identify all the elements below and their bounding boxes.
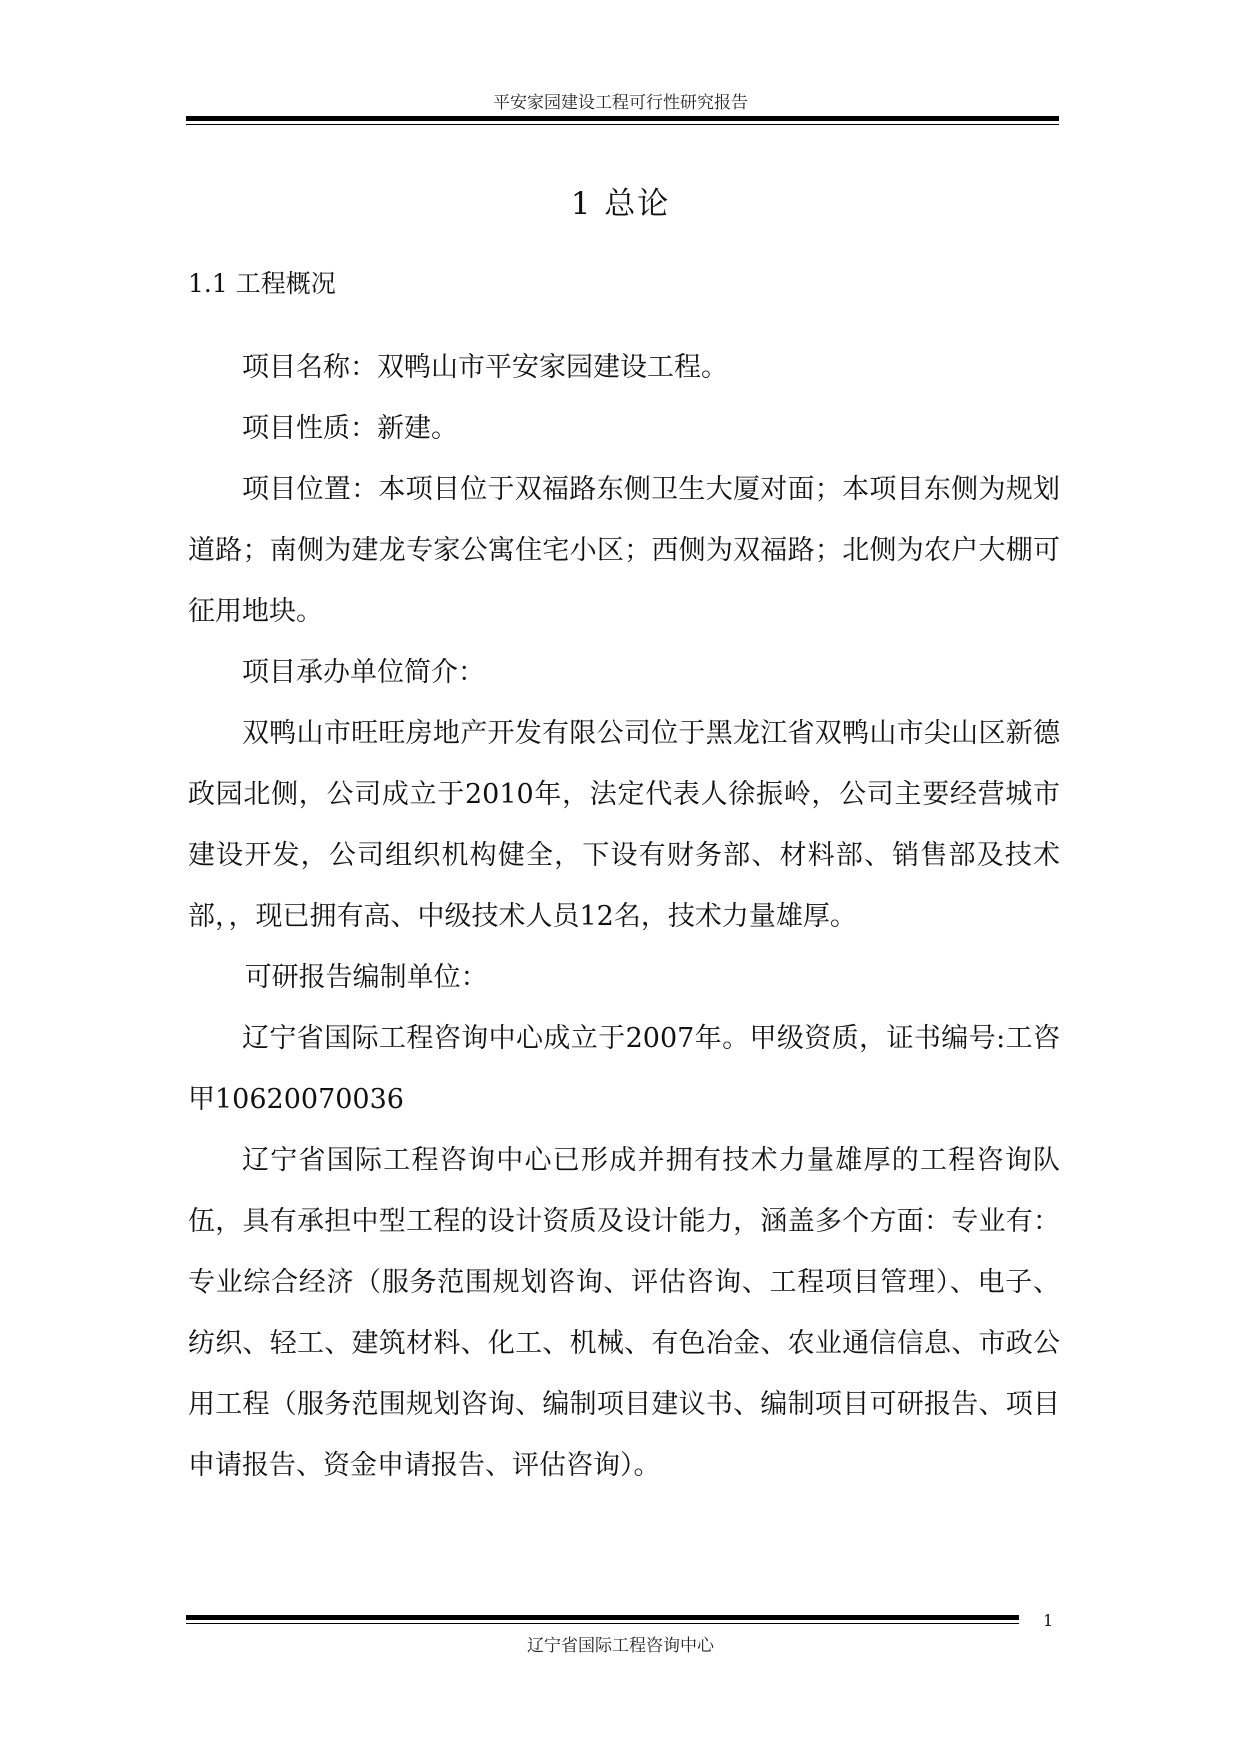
paragraph-preparer-description: 辽宁省国际工程咨询中心已形成并拥有技术力量雄厚的工程咨询队伍，具有承担中型工程的设计资质及设计能力，涵盖多个方面：专业有：专业综合经济（服务范围规划咨询、评估咨询、工程项目管理）、电子、纺织、轻工、建筑材料、化工、机械、有色冶金、农业通信信息、市政公用工程（服务范围规划咨询、编制项目建议书、编制项目可研报告、项目申请报告、资金申请报告、评估咨询）。 (188, 1145, 1060, 1481)
header-rule-thin (186, 124, 1059, 125)
paragraph-sponsor-description: 双鸭山市旺旺房地产开发有限公司位于黑龙江省双鸭山市尖山区新德政园北侧，公司成立于2010年，法定代表人徐振岭，公司主要经营城市建设开发，公司组织机构健全，下设有财务部、材料部、销售部及技术部，，现已拥有高、中级技术人员12名，技术力量雄厚。 (188, 718, 1060, 932)
paragraph-project-nature: 项目性质：新建。 (242, 413, 458, 444)
paragraph-project-name: 项目名称：双鸭山市平安家园建设工程。 (242, 352, 728, 383)
running-header-title: 平安家园建设工程可行性研究报告 (493, 93, 748, 113)
paragraph-project-location: 项目位置：本项目位于双福路东侧卫生大厦对面；本项目东侧为规划道路；南侧为建龙专家公寓住宅小区；西侧为双福路；北侧为农户大棚可征用地块。 (188, 474, 1060, 627)
section-heading: 1.1 工程概况 (188, 269, 336, 298)
chapter-title: 1 总论 (570, 186, 671, 222)
header-rule-thick (186, 116, 1059, 121)
footer-rule-thin (186, 1623, 1019, 1624)
paragraph-preparer-certificate: 辽宁省国际工程咨询中心成立于2007年。甲级资质，证书编号:工咨甲10620070036 (188, 1023, 1060, 1115)
page-number: 1 (1043, 1611, 1054, 1630)
body-text (188, 337, 1060, 1496)
running-footer-organization: 辽宁省国际工程咨询中心 (527, 1636, 714, 1656)
paragraph-sponsor-heading: 项目承办单位简介： (242, 657, 485, 688)
footer-rule-thick (186, 1615, 1019, 1620)
paragraph-preparer-heading: 可研报告编制单位： (244, 962, 488, 993)
